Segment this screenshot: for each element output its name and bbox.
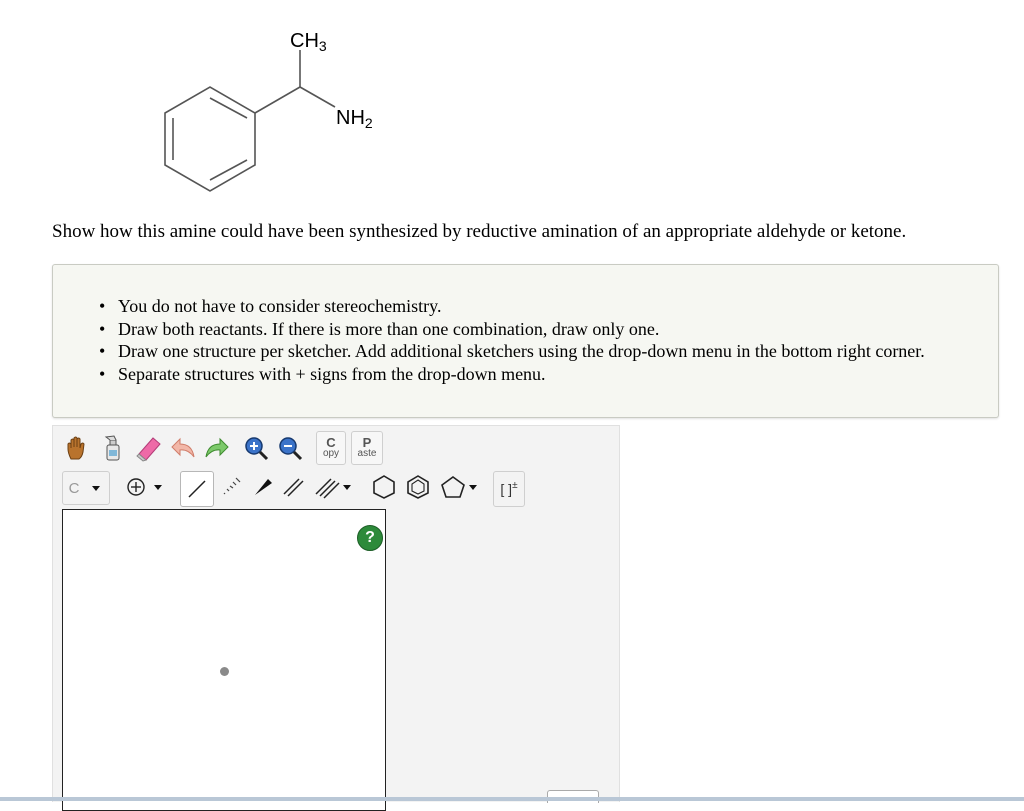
cyclopentane-icon — [440, 474, 466, 500]
undo-icon — [170, 435, 198, 461]
question-text: Show how this amine could have been synthesized by reductive amination of an appropriate aldehyde or ketone. — [52, 221, 907, 242]
cyclohexane-icon — [371, 474, 397, 500]
instruction-item: • You do not have to consider stereochemistry. — [118, 295, 998, 318]
hashed-bond-icon — [219, 475, 243, 499]
chevron-down-icon — [466, 482, 480, 492]
cyclopentane-tool[interactable] — [435, 471, 485, 503]
zoom-in-icon — [243, 435, 269, 461]
spray-bottle-icon — [102, 434, 124, 462]
single-bond-tool[interactable] — [180, 471, 214, 507]
methyl-label: $CH_3$ — [290, 30, 327, 54]
paste-button[interactable] — [351, 431, 383, 465]
zoom-out-icon — [277, 435, 303, 461]
bracket-tool[interactable] — [493, 471, 525, 507]
element-selector[interactable] — [62, 471, 110, 505]
wedge-bond-tool[interactable] — [248, 471, 278, 503]
copy-label-bottom: opy — [322, 448, 340, 459]
chevron-down-icon — [151, 482, 165, 492]
paste-label-top: P — [362, 435, 372, 450]
zoom-in-button[interactable] — [241, 432, 271, 464]
redo-button[interactable] — [201, 432, 231, 464]
triple-bond-icon — [314, 475, 340, 499]
redo-icon — [202, 435, 230, 461]
chevron-down-icon — [89, 483, 103, 493]
element-label: C — [68, 479, 80, 497]
cleanup-tool-button[interactable] — [99, 432, 127, 464]
benzene-tool[interactable] — [403, 471, 433, 503]
instruction-item: • Draw one structure per sketcher. Add additional sketchers using the drop-down menu in the bottom right corner. — [118, 340, 998, 363]
cyclohexane-tool[interactable] — [369, 471, 399, 503]
charge-selector[interactable] — [119, 471, 171, 503]
amine-label: $NH_2$ — [336, 107, 373, 131]
molecule-structure — [150, 20, 410, 205]
hashed-bond-tool[interactable] — [216, 471, 246, 503]
chevron-down-icon — [340, 482, 354, 492]
eraser-icon — [135, 434, 163, 462]
double-bond-icon — [281, 475, 305, 499]
instructions-panel — [52, 264, 999, 418]
single-bond-icon — [185, 477, 209, 501]
paste-label-bottom: aste — [357, 448, 377, 459]
bracket-label: [ ] — [500, 480, 513, 497]
triple-bond-tool[interactable] — [310, 471, 358, 503]
hand-tool-button[interactable] — [61, 432, 93, 464]
copy-button[interactable] — [316, 431, 346, 465]
instruction-item: • Draw both reactants. If there is more than one combination, draw only one. — [118, 318, 998, 341]
double-bond-tool[interactable] — [278, 471, 308, 503]
hand-icon — [64, 435, 90, 461]
benzene-icon — [405, 474, 431, 500]
charge-plus-icon — [125, 476, 147, 498]
undo-button[interactable] — [169, 432, 199, 464]
drawing-canvas[interactable] — [62, 509, 386, 811]
page-bottom-bar — [0, 797, 1024, 801]
bracket-sup: ± — [512, 479, 518, 491]
instruction-item: • Separate structures with + signs from the drop-down menu. — [118, 363, 998, 386]
eraser-tool-button[interactable] — [133, 432, 165, 464]
zoom-out-button[interactable] — [275, 432, 305, 464]
help-button[interactable]: ? — [357, 525, 383, 551]
canvas-atom-dot[interactable] — [220, 667, 229, 676]
molecule-sketcher — [52, 425, 620, 802]
wedge-bond-icon — [251, 475, 275, 499]
copy-label-top: C — [326, 435, 336, 450]
